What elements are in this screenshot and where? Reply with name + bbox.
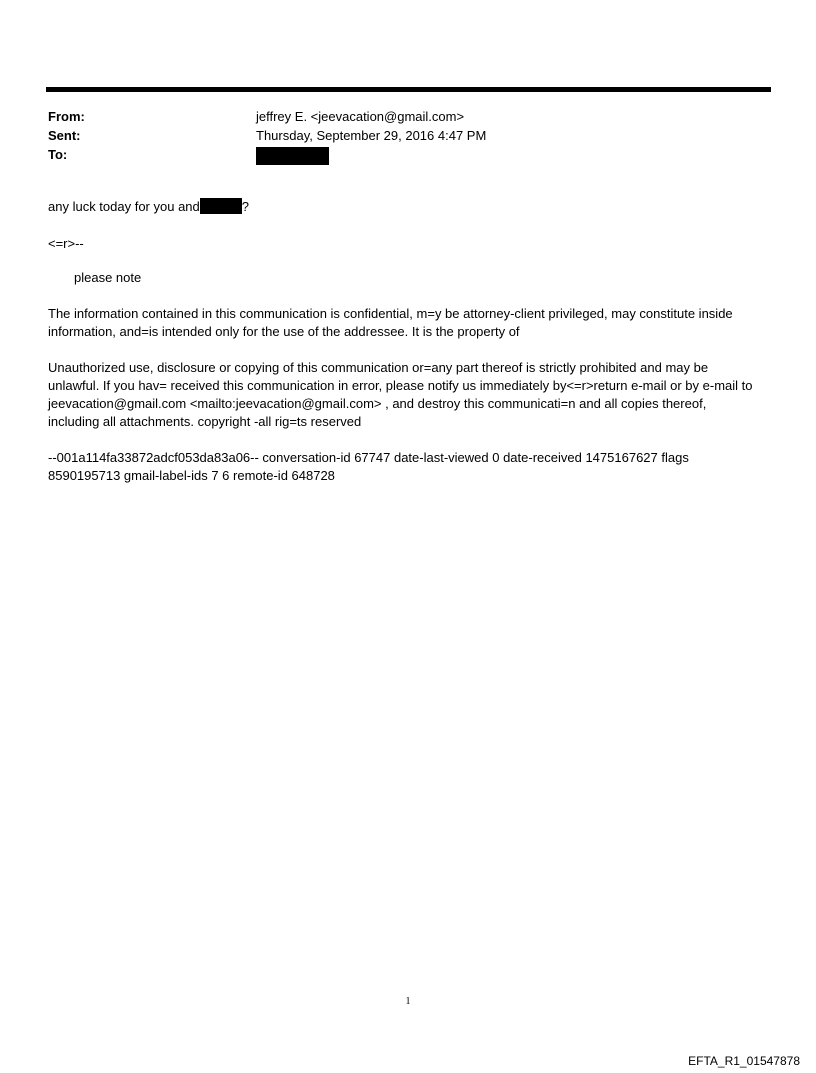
- from-value: jeffrey E. <jeevacation@gmail.com>: [256, 109, 465, 124]
- to-redaction-block: [256, 147, 329, 165]
- metadata-paragraph: --001a114fa33872adcf053da83a06-- conversation-id 67747 date-last-viewed 0 date-received 1475167627 flags 8590195713 gmail-label-ids 7 6 remote-id 648728: [48, 450, 689, 483]
- bates-number: EFTA_R1_01547878: [688, 1054, 800, 1068]
- sent-value: Thursday, September 29, 2016 4:47 PM: [256, 128, 487, 143]
- sent-label: Sent:: [48, 128, 81, 143]
- to-value: [256, 145, 768, 164]
- confidentiality-paragraph: The information contained in this communication is confidential, m=y be attorney-client privileged, may constitute inside information, and=is intended only for the use of the addressee. It is the property of: [48, 306, 733, 339]
- from-label: From:: [48, 109, 85, 124]
- sent-row: [48, 126, 768, 145]
- marker-line: <=r>--: [48, 236, 84, 251]
- greeting-end: ?: [241, 199, 249, 214]
- from-row: [48, 107, 768, 126]
- unauthorized-use-paragraph: Unauthorized use, disclosure or copying of this communication or=any part thereof is strictly prohibited and may be unlawful. If you hav= received this communication in error, please notify us immediately by<=r>return e-mail or by e-mail to jeevacation@gmail.com <mailto:jeevacation@gmail.com> , and destroy this communicati=n and all copies thereof, including all attachments. copyright -all rig=ts reserved: [48, 360, 753, 429]
- greeting-line: [48, 198, 758, 216]
- page-number: 1: [405, 996, 411, 1007]
- email-header: [48, 107, 768, 164]
- to-row: [48, 145, 768, 164]
- please-note-line: please note: [74, 270, 142, 285]
- greeting-text: any luck today for you and: [48, 199, 200, 214]
- header-divider: [46, 87, 771, 92]
- greeting-redaction-block: [200, 198, 242, 214]
- to-label: To:: [48, 147, 68, 162]
